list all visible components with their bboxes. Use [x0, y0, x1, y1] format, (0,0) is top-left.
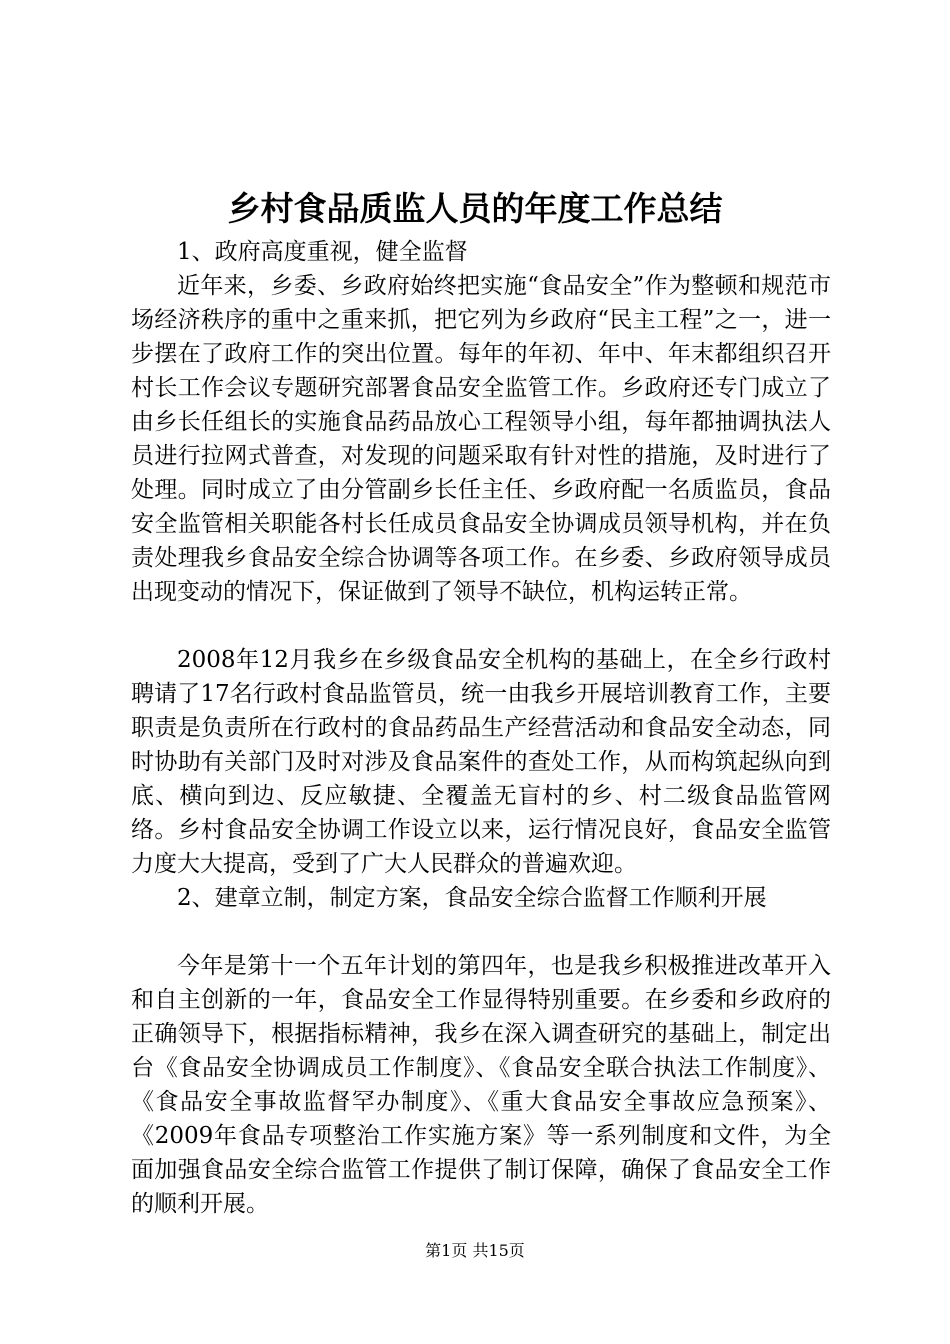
page-number-footer: 第1页 共15页 [425, 1241, 525, 1260]
document-title: 乡村食品质监人员的年度工作总结 [227, 189, 723, 228]
paragraph-spacer [131, 609, 831, 643]
paragraph-spacer [131, 915, 831, 949]
section-heading-1: 1、政府高度重视，健全监督 [177, 239, 468, 265]
section-heading-2: 2、建章立制，制定方案，食品安全综合监督工作顺利开展 [177, 885, 767, 911]
paragraph-2: 2008年12月我乡在乡级食品安全机构的基础上，在全乡行政村聘请了17名行政村食品监管员，统一由我乡开展培训教育工作，主要职责是负责所在行政村的食品药品生产经营活动和食品安全动态，同时协助有关部门及时对涉及食品案件的查处工作，从而构筑起纵向到底、横向到边、反应敏捷、全覆盖无盲村的乡、村二级食品监管网络。乡村食品安全协调工作设立以来，运行情况良好，食品安全监管力度大大提高，受到了广大人民群众的普遍欢迎。 [131, 647, 831, 877]
paragraph-3: 今年是第十一个五年计划的第四年，也是我乡积极推进改革开入和自主创新的一年，食品安全工作显得特别重要。在乡委和乡政府的正确领导下，根据指标精神，我乡在深入调查研究的基础上，制定出台《食品安全协调成员工作制度》、《食品安全联合执法工作制度》、《食品安全事故监督罕办制度》、《重大食品安全事故应急预案》、《2009年食品专项整治工作实施方案》等一系列制度和文件，为全面加强食品安全综合监管工作提供了制订保障，确保了食品安全工作的顺利开展。 [131, 953, 831, 1217]
document-body [131, 235, 831, 1221]
paragraph-1: 近年来，乡委、乡政府始终把实施“食品安全”作为整顿和规范市场经济秩序的重中之重来抓，把它列为乡政府“民主工程”之一，进一步摆在了政府工作的突出位置。每年的年初、年中、年末都组织召开村长工作会议专题研究部署食品安全监管工作。乡政府还专门成立了由乡长任组长的实施食品药品放心工程领导小组，每年都抽调执法人员进行拉网式普查，对发现的问题采取有针对性的措施，及时进行了处理。同时成立了由分管副乡长任主任、乡政府配一名质监员，食品安全监管相关职能各村长任成员食品安全协调成员领导机构，并在负责处理我乡食品安全综合协调等各项工作。在乡委、乡政府领导成员出现变动的情况下，保证做到了领导不缺位，机构运转正常。 [131, 273, 831, 605]
